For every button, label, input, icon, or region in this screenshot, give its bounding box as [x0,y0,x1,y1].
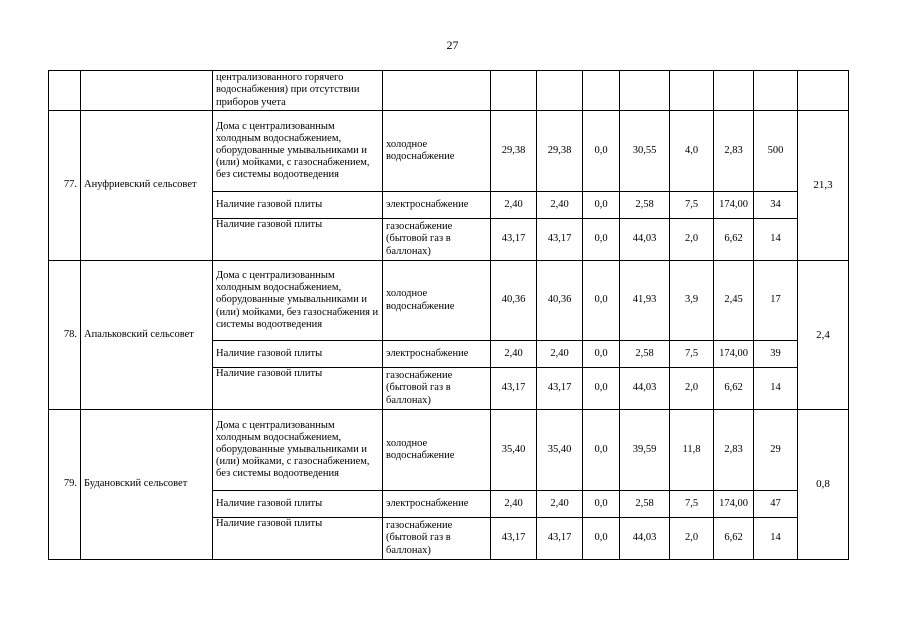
table-row-continuation [49,71,849,111]
cell-value: 40,36 [491,261,537,341]
cell-number: 79. [49,410,81,560]
cell-description: централизованного горячего водоснабжения) при отсутствии приборов учета [213,71,383,111]
cell-value: 0,0 [583,368,620,410]
cell-service: холодное водоснабжение [383,111,491,192]
cell-value: 7,5 [670,192,714,219]
cell-description: Дома с централизованным холодным водоснабжением, оборудованные умывальниками и (или) мойками, с газоснабжением, без системы водоотведения [213,111,383,192]
cell-value: 2,40 [537,192,583,219]
cell-value [714,71,754,111]
cell-value: 30,55 [620,111,670,192]
cell-value: 40,36 [537,261,583,341]
cell-value: 174,00 [714,341,754,368]
cell-value: 41,93 [620,261,670,341]
cell-value: 2,40 [491,491,537,518]
cell-value: 2,40 [537,491,583,518]
cell-service: электроснабжение [383,192,491,219]
cell-value [583,71,620,111]
cell-number [49,71,81,111]
cell-settlement [81,71,213,111]
cell-value: 174,00 [714,192,754,219]
cell-value: 39,59 [620,410,670,491]
cell-value: 34 [754,192,798,219]
cell-value: 6,62 [714,219,754,261]
cell-service: газоснабжение (бытовой газ в баллонах) [383,518,491,560]
cell-service: электроснабжение [383,491,491,518]
cell-value: 29,38 [491,111,537,192]
table-body [49,71,849,560]
cell-description: Наличие газовой плиты [213,491,383,518]
cell-value: 0,0 [583,518,620,560]
cell-value: 43,17 [491,518,537,560]
cell-settlement: Апальковский сельсовет [81,261,213,410]
cell-value: 43,17 [491,368,537,410]
cell-description: Дома с централизованным холодным водоснабжением, оборудованные умывальниками и (или) мойками, без газоснабжения и системы водоотведения [213,261,383,341]
cell-value: 39 [754,341,798,368]
cell-description: Дома с централизованным холодным водоснабжением, оборудованные умывальниками и (или) мойками, с газоснабжением, без системы водоотведения [213,410,383,491]
cell-number: 77. [49,111,81,261]
cell-value: 174,00 [714,491,754,518]
cell-value: 14 [754,518,798,560]
cell-value: 11,8 [670,410,714,491]
cell-service: газоснабжение (бытовой газ в баллонах) [383,219,491,261]
cell-value: 2,0 [670,368,714,410]
cell-value: 2,40 [491,192,537,219]
cell-description: Наличие газовой плиты [213,219,383,261]
cell-value: 2,0 [670,219,714,261]
cell-settlement: Будановский сельсовет [81,410,213,560]
cell-total: 0,8 [798,410,849,560]
cell-value: 43,17 [537,368,583,410]
cell-value [537,71,583,111]
cell-total: 21,3 [798,111,849,261]
cell-value: 7,5 [670,341,714,368]
cell-value: 44,03 [620,518,670,560]
table-row [49,410,849,491]
table-row [49,111,849,192]
cell-value: 4,0 [670,111,714,192]
cell-value: 17 [754,261,798,341]
cell-value: 0,0 [583,261,620,341]
cell-settlement: Ануфриевский сельсовет [81,111,213,261]
cell-value [754,71,798,111]
cell-value: 2,40 [537,341,583,368]
cell-value: 44,03 [620,368,670,410]
cell-value: 7,5 [670,491,714,518]
cell-number: 78. [49,261,81,410]
cell-description: Наличие газовой плиты [213,518,383,560]
cell-value: 0,0 [583,341,620,368]
cell-description: Наличие газовой плиты [213,341,383,368]
cell-value: 2,83 [714,111,754,192]
tariff-table [48,70,849,560]
cell-value: 43,17 [537,219,583,261]
table-row [49,261,849,341]
cell-value: 2,58 [620,491,670,518]
cell-value: 0,0 [583,192,620,219]
cell-value: 43,17 [491,219,537,261]
cell-value: 2,58 [620,192,670,219]
cell-value: 43,17 [537,518,583,560]
cell-value: 14 [754,219,798,261]
cell-service: холодное водоснабжение [383,261,491,341]
cell-value: 47 [754,491,798,518]
cell-value [491,71,537,111]
cell-value: 35,40 [491,410,537,491]
cell-total: 2,4 [798,261,849,410]
cell-value: 2,45 [714,261,754,341]
cell-total [798,71,849,111]
cell-value: 2,40 [491,341,537,368]
cell-service: газоснабжение (бытовой газ в баллонах) [383,368,491,410]
cell-value: 2,83 [714,410,754,491]
cell-value: 35,40 [537,410,583,491]
cell-value: 3,9 [670,261,714,341]
cell-value: 0,0 [583,491,620,518]
cell-value: 2,58 [620,341,670,368]
cell-value: 6,62 [714,518,754,560]
cell-service [383,71,491,111]
cell-value: 29 [754,410,798,491]
cell-description: Наличие газовой плиты [213,368,383,410]
cell-value: 0,0 [583,111,620,192]
cell-value: 14 [754,368,798,410]
cell-value: 0,0 [583,219,620,261]
cell-service: холодное водоснабжение [383,410,491,491]
cell-value: 6,62 [714,368,754,410]
cell-value: 2,0 [670,518,714,560]
cell-service: электроснабжение [383,341,491,368]
cell-value [620,71,670,111]
cell-value: 44,03 [620,219,670,261]
page-number: 27 [446,38,459,52]
cell-value: 0,0 [583,410,620,491]
cell-value: 29,38 [537,111,583,192]
cell-description: Наличие газовой плиты [213,192,383,219]
cell-value [670,71,714,111]
cell-value: 500 [754,111,798,192]
